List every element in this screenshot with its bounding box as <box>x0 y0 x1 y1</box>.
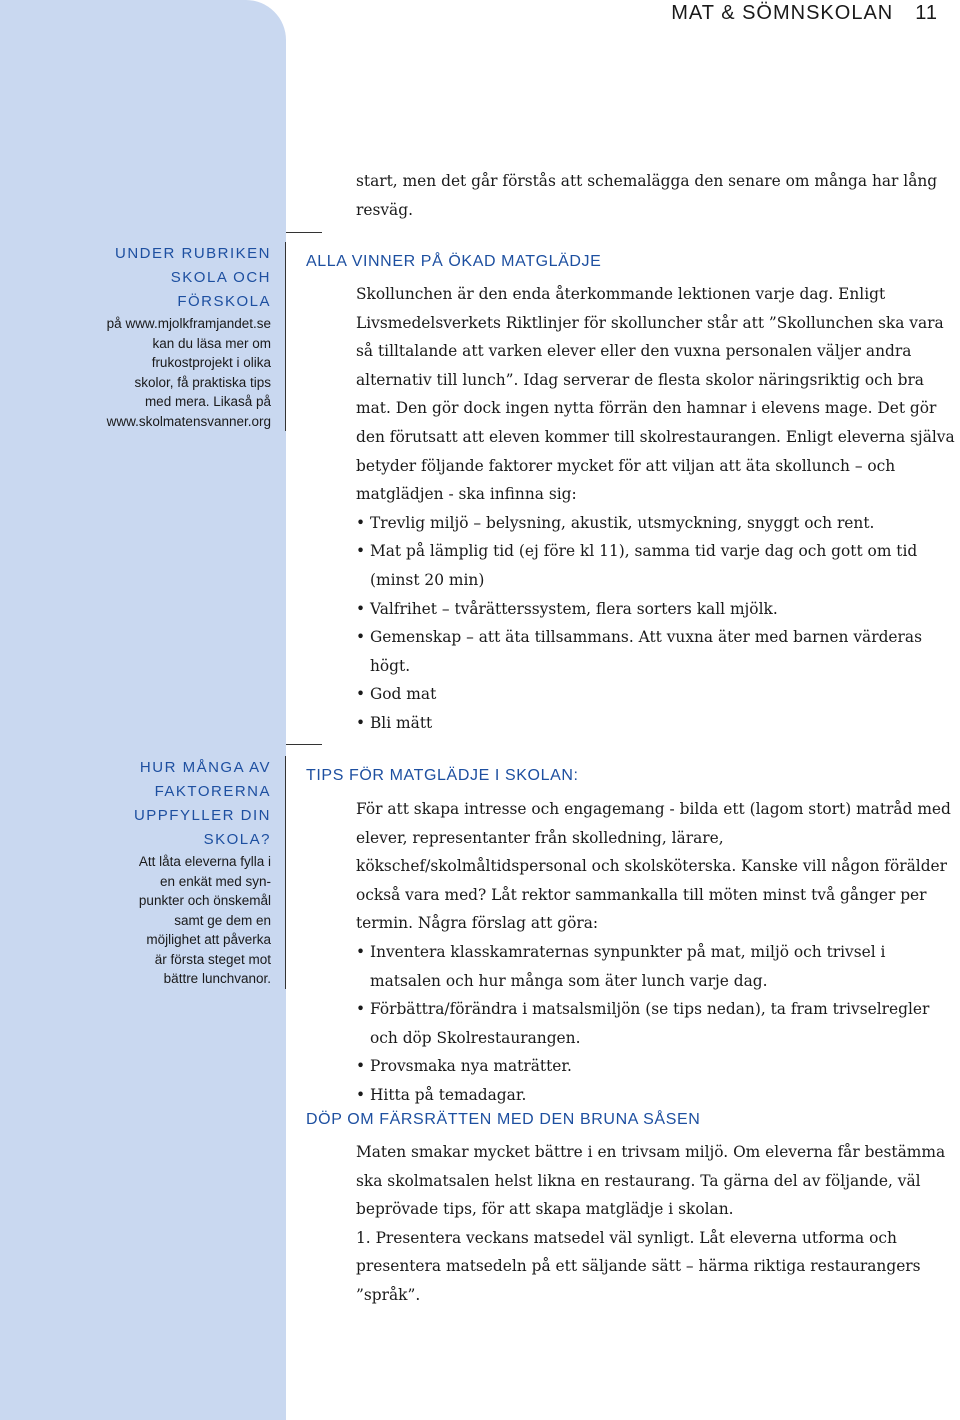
list-item: • Trevlig miljö – belysning, akustik, utsmyckning, snyggt och rent. <box>356 509 956 538</box>
list-item: • Mat på lämplig tid (ej före kl 11), samma tid varje dag och gott om tid (minst 20 min) <box>356 537 956 594</box>
list-item: • Bli mätt <box>356 709 956 738</box>
running-head <box>671 2 938 25</box>
section-heading-2: TIPS FÖR MATGLÄDJE I SKOLAN: <box>306 767 579 784</box>
list-item: • Inventera klasskamraternas synpunkter på mat, miljö och trivsel i matsalen och hur många som äter lunch varje dag. <box>356 938 956 995</box>
sidebar-note-1-text: på www.mjolkframjandet.se kan du läsa mer om frukostprojekt i olika skolor, få praktiska tips med mera. Likaså på www.skolmatensvanner.org <box>106 316 271 429</box>
running-head-title: MAT & SÖMNSKOLAN <box>671 2 894 24</box>
divider-line <box>286 232 322 233</box>
sidebar-background <box>0 0 286 1420</box>
sidebar-note-2-title: HUR MÅNGA AV FAKTORERNA UPPFYLLER DIN SKOLA? <box>133 759 271 848</box>
section-2-bullet-list <box>356 938 956 1110</box>
list-item: • Provsmaka nya maträtter. <box>356 1052 956 1081</box>
intro-paragraph: start, men det går förstås att schemalägga den senare om många har lång resväg. <box>356 172 938 219</box>
sidebar-note-2 <box>21 756 286 989</box>
list-item: • Hitta på temadagar. <box>356 1081 956 1110</box>
list-item: • Förbättra/förändra i matsalsmiljön (se tips nedan), ta fram trivselregler och döp Skolrestaurangen. <box>356 995 956 1052</box>
divider-line <box>286 744 322 745</box>
sidebar-note-1 <box>21 242 286 431</box>
list-item: • God mat <box>356 680 956 709</box>
section-2-body: För att skapa intresse och engagemang - bilda ett (lagom stort) matråd med elever, representanter från skolledning, lärare, kökschef/skolmåltidspersonal och skolsköterska. Kanske vill någon förälder också vara med? Låt rektor sammankalla till möten minst två gånger per termin. Några förslag att göra: <box>356 800 951 933</box>
sidebar-note-1-title: UNDER RUBRIKEN SKOLA OCH FÖRSKOLA <box>114 245 271 310</box>
section-2-content <box>356 795 956 1110</box>
section-heading-3: DÖP OM FÄRSRÄTTEN MED DEN BRUNA SÅSEN <box>306 1111 701 1128</box>
list-item: • Valfrihet – tvårätterssystem, flera sorters kall mjölk. <box>356 595 956 624</box>
list-item: • Gemenskap – att äta tillsammans. Att vuxna äter med barnen värderas högt. <box>356 623 956 680</box>
sidebar-note-2-text: Att låta eleverna fylla i en enkät med syn- punkter och önskemål samt ge dem en möjlighet att påverka är första steget mot bättre lunchvanor. <box>138 854 271 986</box>
page-number: 11 <box>915 2 938 24</box>
section-1-body: Skollunchen är den enda återkommande lektionen varje dag. Enligt Livsmedelsverkets Riktlinjer för skolluncher står att ”Skollunchen ska vara så tilltalande att varken elever eller den vuxna personalen väljer andra alternativ till lunch”. Idag serverar de flesta skolor näringsriktig och bra mat. Den gör dock ingen nytta förrän den hamnar i elevens mage. Det gör den förutsatt att eleven kommer till skolrestaurangen. Enligt eleverna själva betyder följande faktorer mycket för att viljan att äta skollunch – och matglädjen - ska infinna sig: <box>356 285 955 504</box>
section-1-bullet-list <box>356 509 956 738</box>
section-heading-1: ALLA VINNER PÅ ÖKAD MATGLÄDJE <box>306 253 602 270</box>
section-3-numbered-item: 1. Presentera veckans matsedel väl synligt. Låt eleverna utforma och presentera matsedeln på ett säljande sätt – härma riktiga restaurangers ”språk”. <box>356 1228 921 1304</box>
section-3-body: Maten smakar mycket bättre i en trivsam miljö. Om eleverna får bestämma ska skolmatsalen helst likna en restaurang. Ta gärna del av följande, väl beprövade tips, för att skapa matglädje i skolan. <box>356 1143 946 1219</box>
section-3-content <box>356 1138 956 1310</box>
section-1-content <box>356 280 956 738</box>
